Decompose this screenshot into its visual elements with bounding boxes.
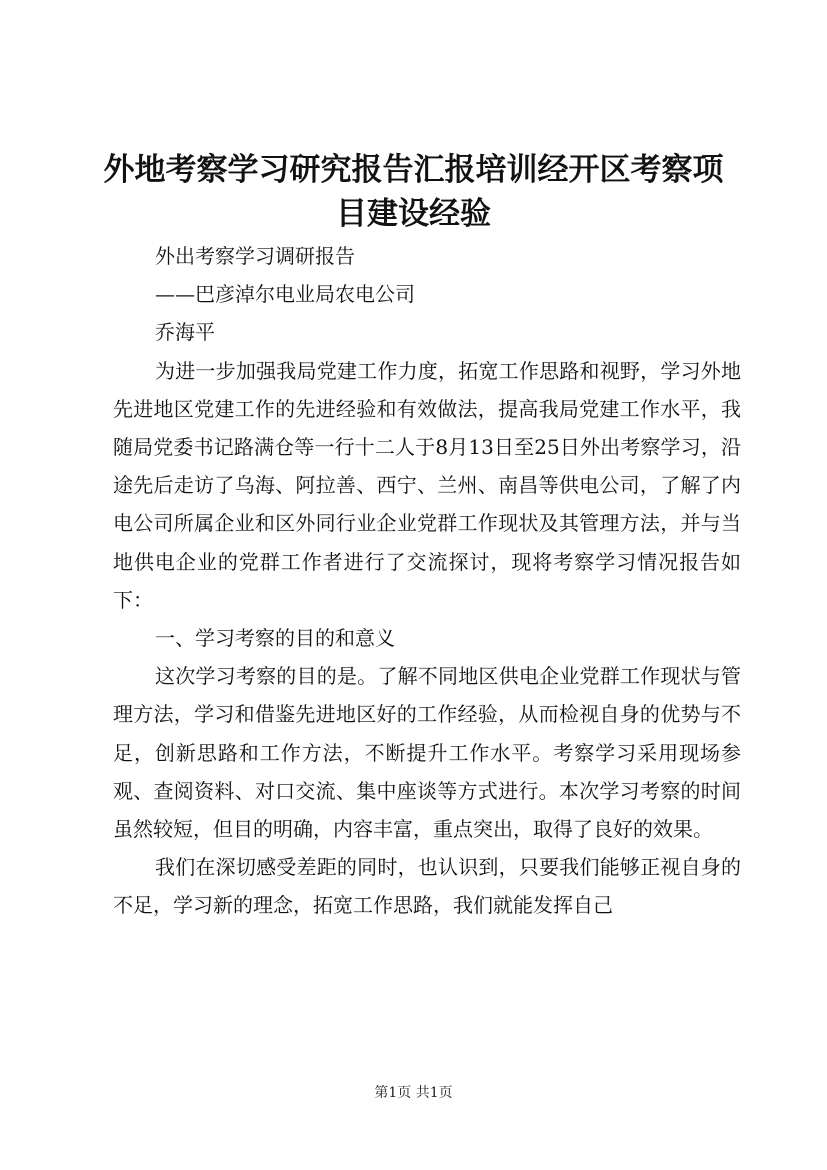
reflection-paragraph: 我们在深切感受差距的同时，也认识到，只要我们能够正视自身的不足，学习新的理念，拓宽工作思路，我们就能发挥自己 (113, 855, 741, 918)
report-organization: ——巴彦淖尔电业局农电公司 (155, 282, 415, 307)
page-number-footer: 第1页 共1页 (374, 1085, 453, 1101)
section-heading: 一、学习考察的目的和意义 (155, 626, 395, 651)
report-heading: 外出考察学习调研报告 (155, 244, 355, 268)
report-author: 乔海平 (155, 320, 215, 345)
document-title: 外地考察学习研究报告汇报培训经开区考察项目建设经验 (103, 152, 724, 232)
intro-paragraph: 为进一步加强我局党建工作力度，拓宽工作思路和视野，学习外地先进地区党建工作的先进经验和有效做法，提高我局党建工作水平，我随局党委书记路满仓等一行十二人于8月13日至25日外出考察学习，沿途先后走访了乌海、阿拉善、西宁、兰州、南昌等供电公司，了解了内电公司所属企业和区外同行业企业党群工作现状及其管理方法，并与当地供电企业的党群工作者进行了交流探讨，现将考察学习情况报告如下： (113, 358, 741, 612)
document-body (113, 237, 741, 925)
purpose-paragraph: 这次学习考察的目的是。了解不同地区供电企业党群工作现状与管理方法，学习和借鉴先进地区好的工作经验，从而检视自身的优势与不足，创新思路和工作方法，不断提升工作水平。考察学习采用现场参观、查阅资料、对口交流、集中座谈等方式进行。本次学习考察的时间虽然较短，但目的明确，内容丰富，重点突出，取得了良好的效果。 (113, 664, 741, 842)
